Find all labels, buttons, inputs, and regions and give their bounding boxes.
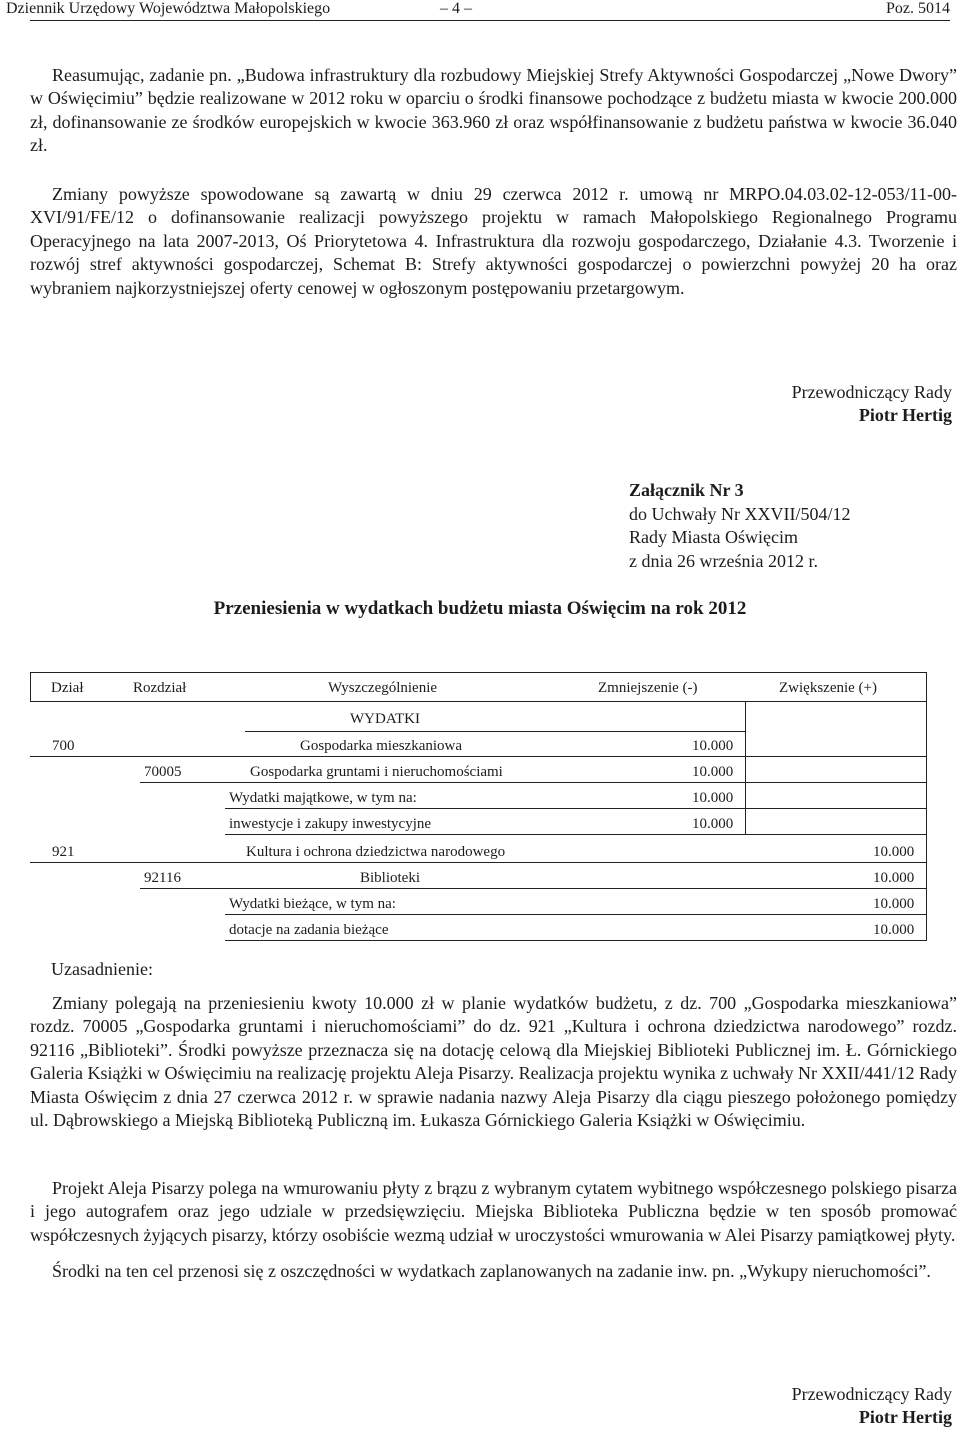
cell-plus: 10.000	[873, 844, 915, 860]
cell-desc: dotacje na zadania bieżące	[229, 922, 389, 938]
header-zmniejszenie: Zmniejszenie (-)	[598, 680, 698, 696]
cell-desc: Biblioteki	[360, 870, 420, 886]
journal-title: Dziennik Urzędowy Województwa Małopolskiego	[6, 0, 331, 17]
attachment-block	[629, 479, 850, 573]
row-line	[225, 808, 927, 809]
row-line	[30, 862, 927, 863]
cell-desc: inwestycje i zakupy inwestycyjne	[229, 816, 432, 832]
position-number: Poz. 5014	[886, 0, 950, 17]
justification-paragraph: Zmiany polegają na przeniesieniu kwoty 10.000 zł w planie wydatków budżetu, z dz. 700 „Gospodarka mieszkaniowa” rozdz. 70005 „Gospodarka gruntami i nieruchomościami” do dz. 921 „Kultura i ochrona dziedzictwa narodowego” rozdz. 92116 „Biblioteki”. Środki powyższe przeznacza się na dotację celową dla Miejskiej Biblioteki Publicznej im. Ł. Górnickiego Galeria Książki w Oświęcimiu na realizację projektu Aleja Pisarzy. Realizacja projektu wynika z uchwały Nr XXII/441/12 Rady Miasta Oświęcim z dnia 27 czerwca 2012 r. w sprawie nadania nazwy Aleja Pisarzy dla ciągu pieszego położonego pomiędzy ul. Dąbrowskiego a Miejską Biblioteką Publiczną im. Łukasza Górnickiego Galeria Książki w Oświęcimiu.	[30, 993, 958, 1131]
cell-minus: 10.000	[692, 764, 734, 780]
signature-block	[792, 1383, 952, 1429]
signature-name: Piotr Hertig	[858, 405, 952, 425]
column-divider	[745, 702, 746, 835]
cell-desc: Kultura i ochrona dziedzictwa narodowego	[246, 844, 506, 860]
row-line	[225, 914, 927, 915]
table-border-left	[30, 672, 31, 702]
row-line	[245, 731, 745, 732]
table-border-top	[30, 672, 927, 673]
section-wydatki: WYDATKI	[350, 711, 420, 727]
paragraph-summary: Reasumując, zadanie pn. „Budowa infrastruktury dla rozbudowy Miejskiej Strefy Aktywności Gospodarczej „Nowe Dwory” w Oświęcimiu” będzie realizowane w 2012 roku w oparciu o środki finansowe pochodzące z budżetu miasta w kwocie 200.000 zł, dofinansowanie ze środków europejskich w kwocie 363.960 zł oraz współfinansowanie z budżetu państwa w kwocie 36.040 zł.	[30, 65, 957, 156]
column-divider	[926, 702, 927, 940]
signature-role: Przewodniczący Rady	[791, 1384, 952, 1404]
cell-plus: 10.000	[873, 922, 915, 938]
document-title: Przeniesienia w wydatkach budżetu miasta Oświęcim na rok 2012	[213, 598, 747, 619]
signature-role: Przewodniczący Rady	[791, 382, 952, 402]
row-line	[225, 940, 927, 941]
page-number: – 4 –	[440, 0, 472, 17]
cell-desc: Gospodarka mieszkaniowa	[300, 738, 463, 754]
header-rozdzial: Rozdział	[133, 680, 187, 696]
signature-block	[792, 381, 952, 427]
cell-dzial: 700	[52, 738, 75, 754]
cell-plus: 10.000	[873, 896, 915, 912]
cell-dzial: 921	[52, 844, 75, 860]
cell-rozdzial: 70005	[144, 764, 182, 780]
row-line	[140, 782, 927, 783]
attachment-council: Rady Miasta Oświęcim	[629, 527, 798, 547]
cell-minus: 10.000	[692, 816, 734, 832]
header-dzial: Dział	[51, 680, 84, 696]
header-divider	[30, 20, 950, 21]
table-header-divider	[30, 701, 927, 702]
header-zwiekszenie: Zwiększenie (+)	[779, 680, 877, 696]
header-wyszczegolnienie: Wyszczególnienie	[328, 680, 438, 696]
justification-paragraph: Projekt Aleja Pisarzy polega na wmurowaniu płyty z brązu z wybranym cytatem wybitnego współczesnego polskiego pisarza i jego autografem oraz jego udziale w przedsięwzięciu. Miejska Biblioteka Publiczna będzie w ten sposób promować współczesnych żyjących pisarzy, którzy osobiście wezmą udział w uroczystości wmurowania w Alei Pisarzy pamiątkowej płyty.	[30, 1178, 957, 1245]
cell-desc: Wydatki bieżące, w tym na:	[229, 896, 396, 912]
table-border-right	[926, 672, 927, 702]
paragraph-changes: Zmiany powyższe spowodowane są zawartą w dniu 29 czerwca 2012 r. umową nr MRPO.04.03.02-12-053/11-00-XVI/91/FE/12 o dofinansowanie realizacji powyższego projektu w ramach Małopolskiego Regionalnego Programu Operacyjnego na lata 2007-2013, Oś Priorytetowa 4. Infrastruktura dla rozwoju gospodarczego, Działanie 4.3. Tworzenie i rozwój stref aktywności gospodarczej, Schemat B: Strefy aktywności gospodarczej o powierzchni powyżej 20 ha oraz wybraniem najkorzystniejszej oferty cenowej w ogłoszonym postępowaniu przetargowym.	[30, 184, 957, 298]
attachment-title: Załącznik Nr 3	[629, 480, 744, 500]
cell-rozdzial: 92116	[144, 870, 181, 886]
row-line	[30, 756, 927, 757]
cell-plus: 10.000	[873, 870, 915, 886]
justification-label: Uzasadnienie:	[51, 959, 153, 979]
cell-desc: Wydatki majątkowe, w tym na:	[229, 790, 417, 806]
signature-name: Piotr Hertig	[858, 1407, 952, 1427]
cell-minus: 10.000	[692, 790, 734, 806]
attachment-date: z dnia 26 września 2012 r.	[629, 550, 818, 571]
attachment-resolution: do Uchwały Nr XXVII/504/12	[629, 503, 851, 524]
justification-paragraph: Środki na ten cel przenosi się z oszczędności w wydatkach zaplanowanych na zadanie inw. pn. „Wykupy nieruchomości”.	[52, 1261, 931, 1281]
row-line	[225, 834, 927, 835]
cell-desc: Gospodarka gruntami i nieruchomościami	[250, 764, 503, 780]
cell-minus: 10.000	[692, 738, 734, 754]
row-line	[140, 888, 927, 889]
